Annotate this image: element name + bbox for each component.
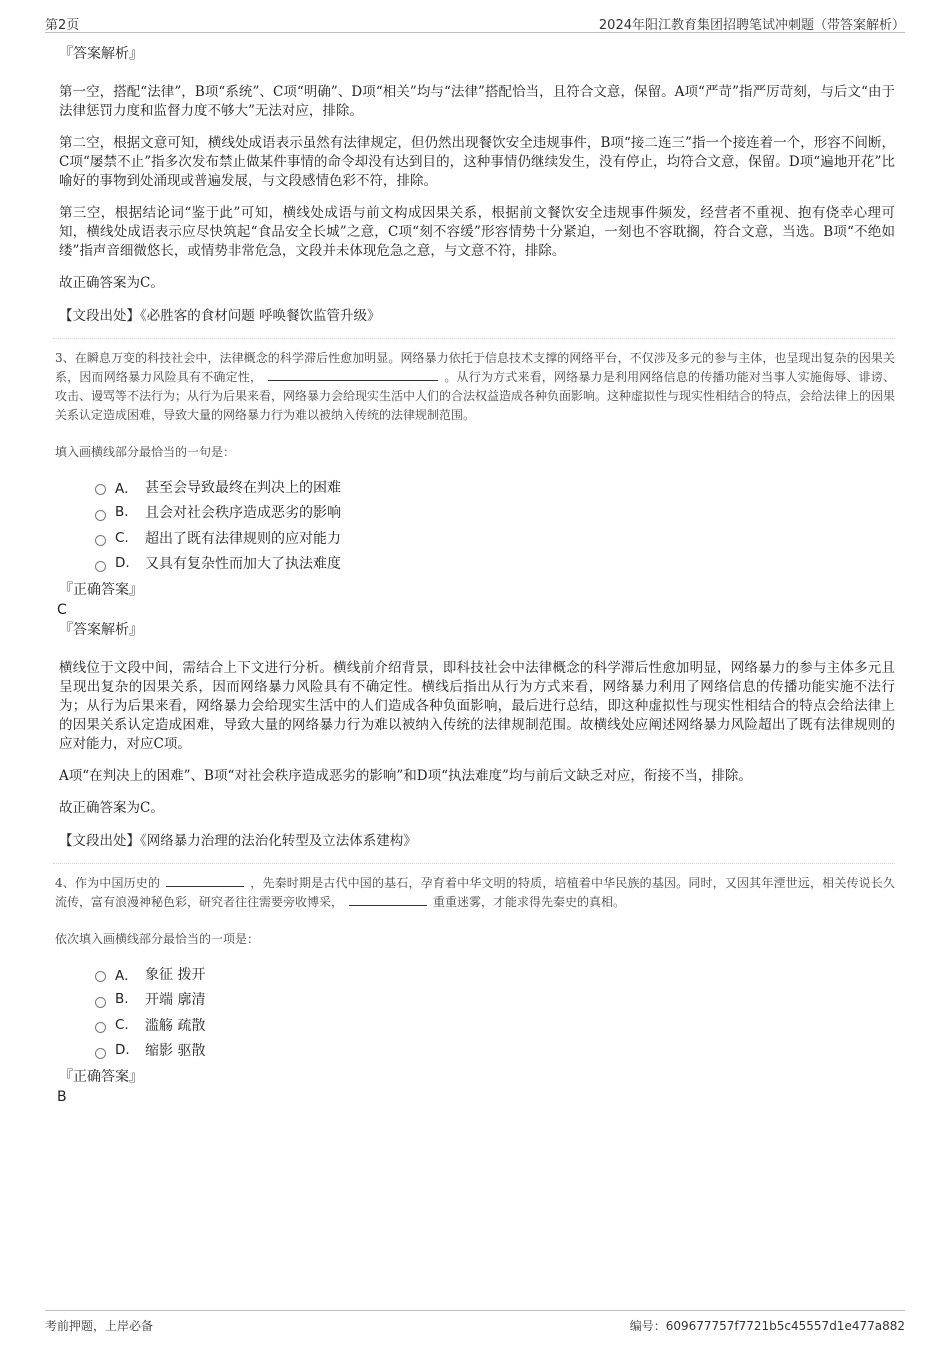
radio-icon[interactable] — [95, 510, 106, 521]
radio-icon[interactable] — [95, 997, 106, 1008]
question-3-text-after: 。从行为方式来看，网络暴力是利用网络信息的传播功能对当事人实施侮辱、诽谤、攻击、谩骂等不法行为；从行为后果来看，网络暴力会给现实生活中人们的合法权益造成各种负面影响。这种虚拟性与现实性相结合的特点，会给法律上的因果关系认定造成困难，导致大量的网络暴力行为难以被纳入传统的法律规制范围。 — [55, 370, 896, 422]
question-4-text-part3: 重重迷雾，才能求得先秦史的真相。 — [433, 895, 626, 909]
analysis-conclusion: 故正确答案为C。 — [59, 275, 164, 291]
question-4-option-c[interactable] — [95, 1012, 895, 1038]
option-letter: D. — [115, 555, 130, 572]
option-text: 甚至会导致最终在判决上的困难 — [145, 479, 341, 496]
analysis-paragraph-1: 第一空，搭配“法律”，B项“系统”、C项“明确”、D项“相关”均与“法律”搭配恰当，且符合文意，保留。A项“严苛”指严厉苛刻，与后文“由于法律惩罚力度和监督力度不够大”无法对应，排除。 — [59, 84, 895, 119]
option-letter: C. — [115, 1016, 129, 1033]
page-number: 第2页 — [45, 18, 80, 33]
question-3-blank — [268, 368, 438, 381]
question-4-text — [55, 874, 895, 912]
document-body — [55, 44, 895, 1107]
radio-icon[interactable] — [95, 1048, 106, 1059]
analysis-paragraph-3: 第三空，根据结论词“鉴于此”可知，横线处成语与前文构成因果关系，根据前文餐饮安全违规事件频发，经营者不重视、抱有侥幸心理可知，横线处成语表示应尽快筑起“食品安全长城”之意，C项“刻不容缓”形容情势十分紧迫，一刻也不容耽搁，符合文意，当选。B项“不绝如缕”指声音细微悠长，或情势非常危急，文段并未体现危急之意，与文意不符，排除。 — [59, 205, 895, 259]
radio-icon[interactable] — [95, 535, 106, 546]
analysis-paragraph-2: 第二空，根据文意可知，横线处成语表示虽然有法律规定，但仍然出现餐饮安全违规事件，B项“接二连三”指一个接连着一个，形容不间断，C项“屡禁不止”指多次发布禁止做某件事情的命令却没有达到目的，这种事情仍继续发生，没有停止，均符合文意，保留。D项“遍地开花”比喻好的事物到处涌现或普遍发展，与文段感情色彩不符，排除。 — [59, 135, 895, 189]
analysis-paragraph-2: A项“在判决上的困难”、B项“对社会秩序造成恶劣的影响”和D项“执法难度”均与前后文缺乏对应，衔接不当，排除。 — [59, 768, 752, 784]
option-text: 开端 廓清 — [145, 992, 206, 1009]
question-3-option-c[interactable] — [95, 525, 895, 551]
section-divider — [53, 863, 895, 864]
option-text: 滥觞 疏散 — [145, 1017, 206, 1034]
option-letter: B. — [115, 991, 129, 1008]
option-letter: D. — [115, 1042, 130, 1059]
question-4-option-d[interactable] — [95, 1038, 895, 1064]
question-4-prompt: 依次填入画横线部分最恰当的一项是： — [55, 932, 260, 946]
option-letter: B. — [115, 504, 129, 521]
correct-answer-label: 『正确答案』 — [59, 582, 143, 598]
question-4-option-a[interactable] — [95, 961, 895, 987]
radio-icon[interactable] — [95, 484, 106, 495]
question-3-text-before: 3、在瞬息万变的科技社会中，法律概念的科学滞后性愈加明显。网络暴力依托于信息技术支撑的网络平台，不仅涉及多元的参与主体，也呈现出复杂的因果关系，因而网络暴力风险具有不确定性， — [55, 351, 895, 384]
question-4-text-part2: ，先秦时期是古代中国的基石，孕育着中华文明的特质，培植着中华民族的基因。同时，又因其年湮世远，相关传说长久流传，富有浪漫神秘色彩，研究者往往需要旁收博采， — [55, 876, 895, 909]
question-3-options — [95, 474, 895, 576]
question-3-prompt: 填入画横线部分最恰当的一句是： — [55, 445, 236, 459]
radio-icon[interactable] — [95, 1022, 106, 1033]
question-4-options — [95, 961, 895, 1063]
option-letter: C. — [115, 529, 129, 546]
correct-answer-value: B — [57, 1089, 67, 1105]
page-header — [45, 10, 905, 33]
source-citation: 【文段出处】《必胜客的食材问题 呼唤餐饮监管升级》 — [59, 308, 381, 324]
page-footer — [45, 1310, 905, 1333]
source-citation: 【文段出处】《网络暴力治理的法治化转型及立法体系建构》 — [59, 833, 417, 849]
question-4-option-b[interactable] — [95, 987, 895, 1013]
option-text: 且会对社会秩序造成恶劣的影响 — [145, 505, 341, 522]
document-title: 2024年阳江教育集团招聘笔试冲刺题（带答案解析） — [598, 18, 905, 33]
section-divider — [53, 338, 895, 339]
question-3-option-b[interactable] — [95, 500, 895, 526]
correct-answer-label: 『正确答案』 — [59, 1069, 143, 1085]
question-4-blank-1 — [166, 874, 244, 887]
analysis-conclusion: 故正确答案为C。 — [59, 800, 164, 816]
question-3-option-d[interactable] — [95, 551, 895, 577]
option-letter: A． — [115, 967, 138, 984]
question-3-option-a[interactable] — [95, 474, 895, 500]
option-text: 象征 拨开 — [145, 966, 206, 983]
option-text: 超出了既有法律规则的应对能力 — [145, 530, 341, 547]
analysis-paragraph-1: 横线位于文段中间，需结合上下文进行分析。横线前介绍背景，即科技社会中法律概念的科学滞后性愈加明显，网络暴力的参与主体多元且呈现出复杂的因果关系，因而网络暴力风险具有不确定性。横线后指出从行为方式来看，网络暴力利用了网络信息的传播功能实施不法行为；从行为后果来看，网络暴力会给现实生活中的人们造成各种负面影响，最后进行总结，即这种虚拟性与现实性相结合的特点会给法律上的因果关系认定造成困难，导致大量的网络暴力行为难以被纳入传统的法律规制范围。故横线处应阐述网络暴力风险超出了既有法律规则的应对能力，对应C项。 — [59, 660, 895, 752]
radio-icon[interactable] — [95, 561, 106, 572]
analysis-label: 『答案解析』 — [59, 622, 143, 638]
document-serial: 编号：609677757f7721b5c45557d1e477a882 — [629, 1319, 905, 1333]
option-letter: A． — [115, 480, 138, 497]
analysis-label: 『答案解析』 — [59, 46, 143, 62]
option-text: 缩影 驱散 — [145, 1043, 206, 1060]
question-4-blank-2 — [349, 893, 427, 906]
question-3-text — [55, 349, 895, 425]
option-text: 又具有复杂性而加大了执法难度 — [145, 556, 341, 573]
correct-answer-value: C — [57, 602, 67, 618]
question-4-text-part1: 4、作为中国历史的 — [55, 876, 161, 890]
footer-slogan: 考前押题，上岸必备 — [45, 1319, 154, 1333]
radio-icon[interactable] — [95, 971, 106, 982]
